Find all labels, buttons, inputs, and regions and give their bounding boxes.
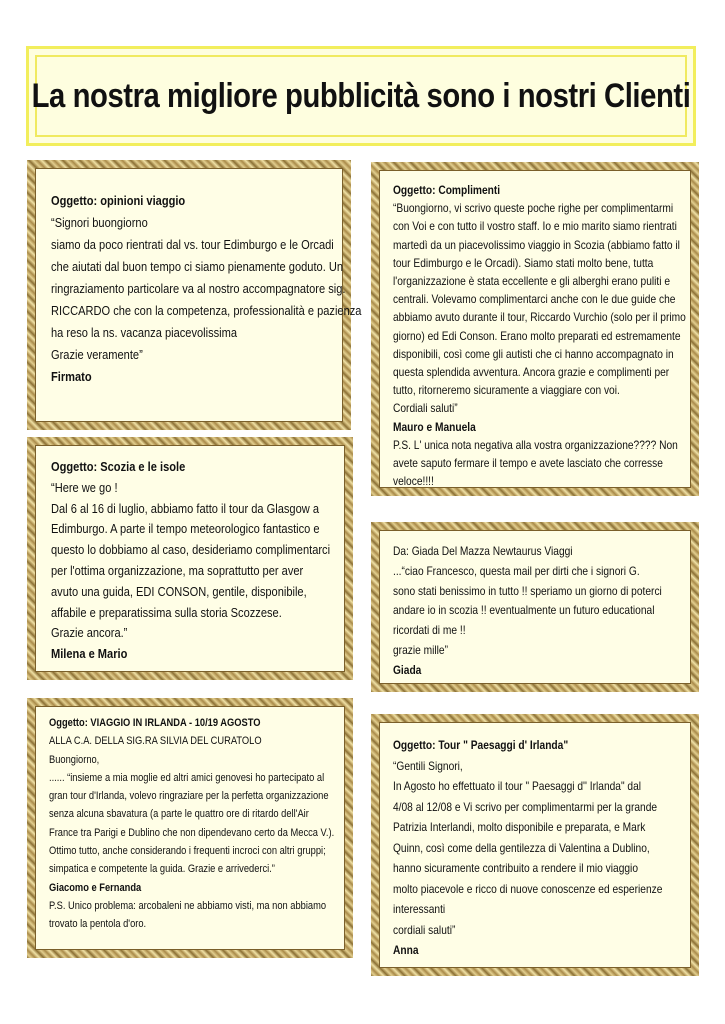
testimonial-card-3 [27,437,353,680]
signature: Milena e Mario [51,647,128,662]
page-title: La nostra migliore pubblicità sono i nostri Clienti [31,76,691,115]
text-line: che aiutati dal buon tempo ci siamo pienamente goduto. Un [51,260,344,274]
text-line: l'organizzazione è stata eccellente e gli alberghi erano puliti e [393,275,671,289]
testimonial-card-2 [371,162,699,496]
text-line: Edimburgo. A parte il tempo meteorologico fantastico e [51,522,320,537]
text-line: avete saputo fermare il tempo e avete lasciato che corresse [393,457,663,471]
text-line: simpatica e competente la guida. Grazie e arrivederci.” [49,863,275,876]
signature: Giacomo e Fernanda [49,881,142,894]
testimonial-body-1 [51,190,362,414]
text-line: Cordiali saluti” [393,402,458,416]
subject-line: Oggetto: Tour " Paesaggi d' Irlanda" [393,739,569,752]
subject-line: Oggetto: opinioni viaggio [51,194,186,208]
text-line: “Buongiorno, vi scrivo queste poche righe per complimentarmi [393,202,674,216]
text-line: ricordati di me !! [393,624,466,638]
text-line: P.S. L' unica nota negativa alla vostra organizzazione???? Non [393,438,678,452]
text-line: con Voi e con tutto il vostro staff. Io e mio marito siamo rientrati [393,220,677,234]
text-line: Buongiorno, [49,753,100,766]
subject-line: Oggetto: Complimenti [393,184,501,197]
text-line: disponibili, così come gli autisti che ci hanno accompagnato in [393,347,674,361]
sender-line: Da: Giada Del Mazza Newtaurus Viaggi [393,545,573,558]
text-line: Dal 6 al 16 di luglio, abbiamo fatto il tour da Glasgow a [51,501,319,516]
text-line: tour Edimburgo e le Orcadi). Siamo stati molto bene, tutta [393,256,654,270]
text-line: cordiali saluti” [393,923,456,937]
text-line: molto piacevole e ricco di nuove conoscenze ed esperienze [393,882,663,896]
text-line: 4/08 al 12/08 e Vi scrivo per complimentarmi per la grande [393,800,658,814]
text-line: siamo da poco rientrati dal vs. tour Edimburgo e le Orcadi [51,238,334,252]
testimonial-body-6 [393,736,681,960]
text-line: France tra Parigi e Dublino che non dipendevano certo da Mecca V.). [49,826,335,839]
text-line: ...... “insieme a mia moglie ed altri amici genovesi ho partecipato al [49,771,325,784]
testimonial-card-4 [371,522,699,692]
text-line: interessanti [393,903,446,916]
text-line: “Signori buongiorno [51,216,148,230]
text-line: “Gentili Signori, [393,759,463,773]
text-line: Patrizia Interlandi, molto disponibile e preparata, e Mark [393,821,646,834]
text-line: tutto, ritorneremo sicuramente a viaggiare con voi. [393,384,620,398]
text-line: Grazie veramente” [51,348,143,362]
text-line: andare io in scozia !! eventualmente un futuro educational [393,604,655,618]
text-line: “Here we go ! [51,480,118,495]
text-line: per l'ottima organizzazione, ma soprattutto per aver [51,563,304,578]
text-line: Ottimo tutto, anche considerando i frequenti incroci con altri gruppi; [49,845,326,858]
text-line: sono stati benissimo in tutto !! speriamo un giorno di poterci [393,584,662,598]
text-line: questo lo dobbiamo al caso, desideriamo complimentarci [51,543,331,558]
text-line: ...“ciao Francesco, questa mail per dirti che i signori G. [393,564,640,578]
text-line: affabile e preparatissima sulla storia Scozzese. [51,605,282,620]
text-line: Quinn, così come della gentilezza di Valentina a Dublino, [393,841,650,855]
testimonial-body-3 [51,457,335,664]
signature: Giada [393,663,422,677]
text-line: avuto una guida, EDI CONSON, gentile, disponibile, [51,584,307,599]
text-line: grazie mille” [393,643,448,657]
text-line: In Agosto ho effettuato il tour " Paesaggi d'' Irlanda" dal [393,780,642,793]
text-line: P.S. Unico problema: arcobaleni ne abbiamo visti, ma non abbiamo [49,899,327,912]
signature: Anna [393,944,419,957]
testimonial-body-2 [393,182,686,489]
signature: Firmato [51,370,92,384]
testimonial-card-5 [27,698,353,958]
title-frame [31,55,691,137]
title-banner [26,46,696,146]
testimonial-card-1 [27,160,362,430]
text-line: centrali. Volevamo complimentarci anche con le due guide che [393,293,676,307]
text-line: martedì da un piacevolissimo viaggio in Scozia (abbiamo fatto il [393,238,680,252]
signature: Mauro e Manuela [393,420,476,434]
text-line: trovato la pentola d'oro. [49,918,147,931]
text-line: Grazie ancora.” [51,626,128,641]
text-line: ha reso la ns. vacanza piacevolissima [51,326,238,340]
subject-line: Oggetto: VIAGGIO IN IRLANDA - 10/19 AGOSTO [49,717,261,729]
text-line: ringraziamento particolare va al nostro accompagnatore sig. [51,282,346,296]
text-line: veloce!!!! [393,475,434,489]
text-line: questa splendida avventura. Ancora grazie e complimenti per [393,366,670,380]
text-line: RICCARDO che con la competenza, professionalità e pazienza [51,304,362,318]
text-line: gran tour d'Irlanda, volevo ringraziare per la perfetta organizzazione [49,790,329,803]
text-line: hanno sicuramente contribuito a rendere il mio viaggio [393,862,639,875]
text-line: abbiamo avuto durante il tour, Riccardo Vurchio (solo per il primo [393,311,686,325]
subject-line: Oggetto: Scozia e le isole [51,460,186,474]
text-line: senza alcuna sbavatura (a parte le quattro ore di ritardo dell'Air [49,808,309,821]
testimonial-body-4 [393,542,681,676]
testimonial-body-5 [49,714,335,942]
text-line: ALLA C.A. DELLA SIG.RA SILVIA DEL CURATOLO [49,735,262,748]
text-line: giorno) ed Edi Conson. Erano molto preparati ed estremamente [393,329,681,343]
testimonial-card-6 [371,714,699,976]
